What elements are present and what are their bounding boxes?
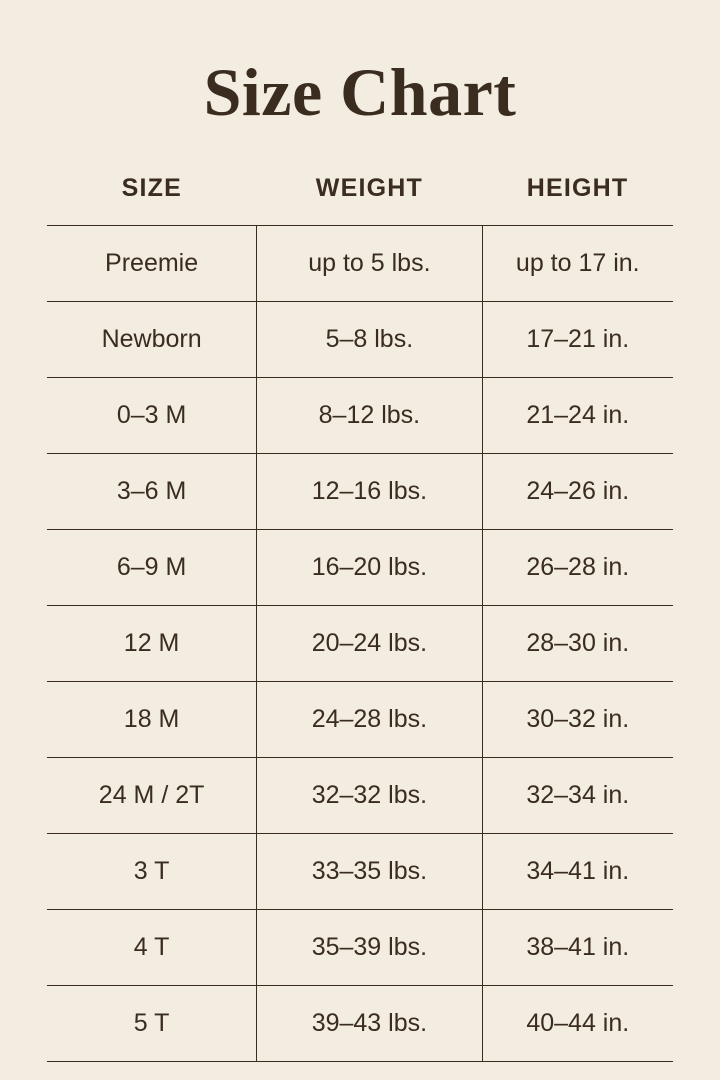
- cell-weight: 35–39 lbs.: [257, 910, 482, 986]
- cell-height: 28–30 in.: [482, 606, 673, 682]
- table-row: [47, 910, 673, 986]
- cell-height: 17–21 in.: [482, 302, 673, 378]
- table-row: [47, 454, 673, 530]
- size-chart-table-container: [47, 126, 673, 1062]
- table-row: [47, 302, 673, 378]
- table-row: [47, 378, 673, 454]
- cell-height: 26–28 in.: [482, 530, 673, 606]
- column-header-weight: WEIGHT: [315, 174, 423, 202]
- table-header: [47, 174, 673, 226]
- column-header-size: SIZE: [121, 174, 183, 202]
- cell-size: 3 T: [47, 834, 257, 910]
- cell-height: up to 17 in.: [482, 226, 673, 302]
- table-body: [47, 226, 673, 1062]
- cell-weight: 20–24 lbs.: [257, 606, 482, 682]
- cell-height: 40–44 in.: [482, 986, 673, 1062]
- cell-weight: up to 5 lbs.: [257, 226, 482, 302]
- cell-size: Newborn: [47, 302, 257, 378]
- cell-height: 21–24 in.: [482, 378, 673, 454]
- table-row: [47, 834, 673, 910]
- table-row: [47, 986, 673, 1062]
- cell-weight: 12–16 lbs.: [257, 454, 482, 530]
- size-chart-table: [47, 174, 673, 1062]
- cell-size: 4 T: [47, 910, 257, 986]
- cell-height: 38–41 in.: [482, 910, 673, 986]
- cell-size: Preemie: [47, 226, 257, 302]
- table-row: [47, 530, 673, 606]
- table-row: [47, 758, 673, 834]
- column-header-height: HEIGHT: [526, 174, 629, 202]
- table-row: [47, 226, 673, 302]
- cell-size: 24 M / 2T: [47, 758, 257, 834]
- cell-height: 24–26 in.: [482, 454, 673, 530]
- cell-size: 18 M: [47, 682, 257, 758]
- cell-weight: 33–35 lbs.: [257, 834, 482, 910]
- table-row: [47, 682, 673, 758]
- cell-weight: 39–43 lbs.: [257, 986, 482, 1062]
- cell-size: 0–3 M: [47, 378, 257, 454]
- cell-size: 6–9 M: [47, 530, 257, 606]
- cell-size: 5 T: [47, 986, 257, 1062]
- table-header-row: [47, 174, 673, 226]
- table-row: [47, 606, 673, 682]
- cell-height: 32–34 in.: [482, 758, 673, 834]
- cell-weight: 32–32 lbs.: [257, 758, 482, 834]
- cell-size: 12 M: [47, 606, 257, 682]
- cell-height: 30–32 in.: [482, 682, 673, 758]
- page-title: Size Chart: [203, 54, 517, 130]
- cell-weight: 16–20 lbs.: [257, 530, 482, 606]
- cell-size: 3–6 M: [47, 454, 257, 530]
- cell-weight: 24–28 lbs.: [257, 682, 482, 758]
- cell-height: 34–41 in.: [482, 834, 673, 910]
- cell-weight: 5–8 lbs.: [257, 302, 482, 378]
- cell-weight: 8–12 lbs.: [257, 378, 482, 454]
